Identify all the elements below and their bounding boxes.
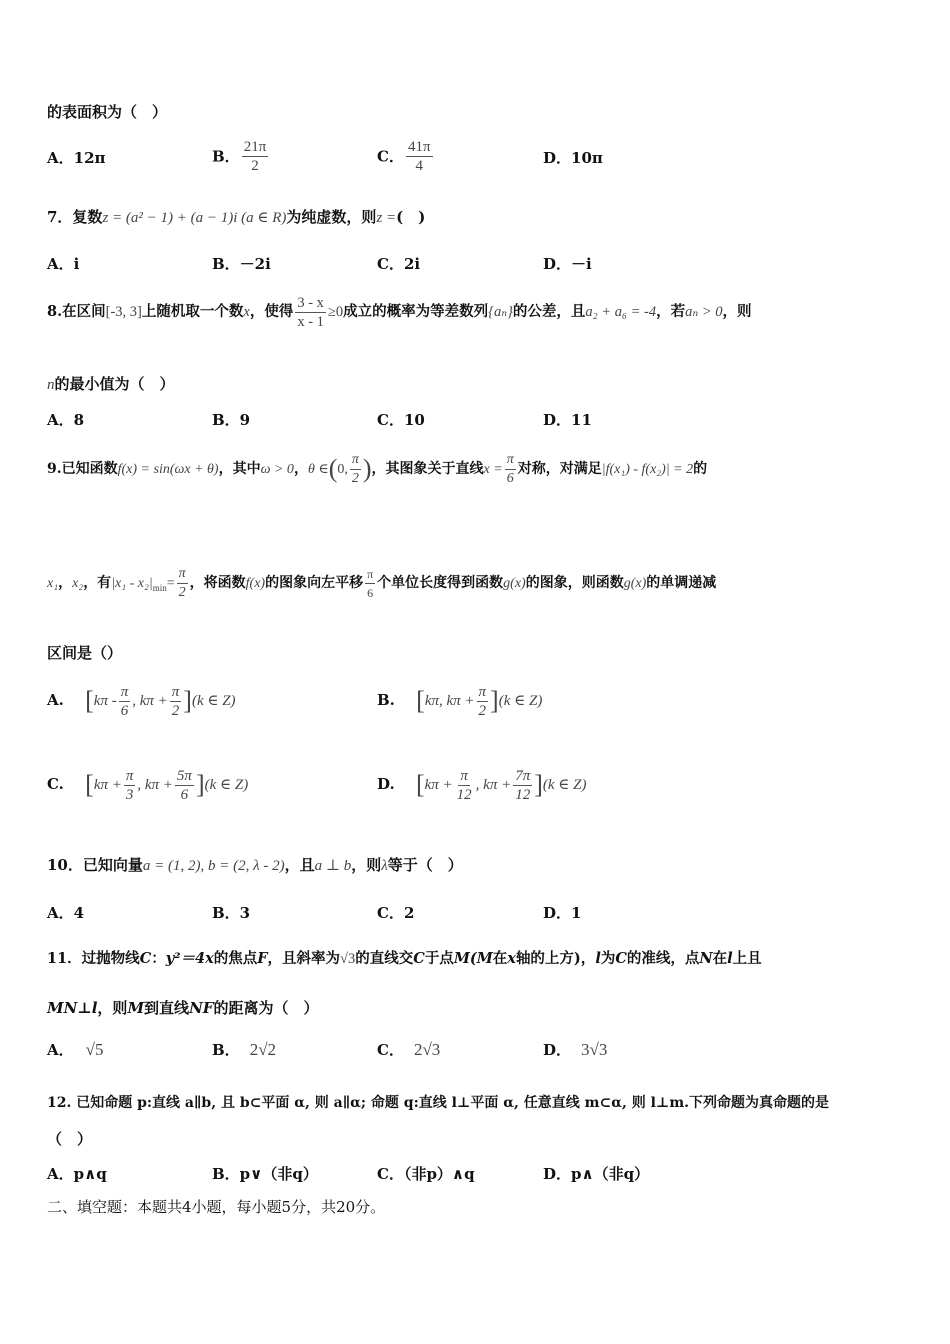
q10-stem	[47, 855, 463, 876]
section-heading: 二、填空题：本题共4小题，每小题5分，共20分。	[47, 1198, 386, 1216]
q9-prefix: 9.已知函数	[47, 461, 118, 477]
q8-cond2: aₙ > 0	[685, 304, 723, 320]
q9-shift-six: 6	[367, 585, 374, 600]
q10-vec: a = (1, 2), b = (2, λ - 2)	[142, 858, 285, 874]
q9-a-pi2: π	[171, 683, 180, 700]
q8-interval: [-3, 3]	[105, 304, 142, 320]
q11-l2e: NF	[189, 999, 214, 1017]
q8-t5: ，若	[656, 303, 686, 320]
q9-l2t5: 的图象，则函数	[525, 575, 624, 591]
q11-l1v: 上且	[732, 950, 762, 967]
q8-x: x	[243, 304, 250, 320]
q8-option-b: B．9	[212, 411, 251, 429]
q10-perp: a ⊥ b	[314, 858, 352, 874]
q11-l1t: 在	[712, 950, 728, 967]
q11-l1b: C	[139, 950, 152, 967]
q9-l2min: min	[152, 582, 167, 593]
q11-b-val: 2√2	[249, 1040, 277, 1059]
q8-t3: 成立的概率为等差数列	[343, 303, 489, 320]
q9-a-six: 6	[120, 702, 129, 719]
q11-l1e: 的焦点	[213, 950, 258, 967]
q11-line2	[47, 998, 318, 1018]
q6-stem: 的表面积为（ ）	[47, 103, 168, 121]
q9-theta: θ ∈	[307, 462, 329, 477]
q11-l1s: N	[699, 950, 713, 967]
q9-shift-pi: π	[365, 565, 375, 584]
q8-option-a: A．8	[47, 411, 85, 429]
q9-b-e1: kπ, kπ +	[424, 693, 475, 709]
q9-c-5pi: 5π	[176, 767, 192, 784]
q9-l2g: g(x)	[503, 576, 526, 591]
q6-option-b-label: B．	[212, 147, 240, 166]
q9-theta-pi: π	[350, 451, 361, 470]
q8-stem	[47, 292, 752, 332]
q11-l1c: ：	[151, 950, 166, 967]
q6-option-c-num: 41π	[407, 139, 431, 155]
q9-d-7pi: 7π	[515, 767, 531, 784]
q6-option-c-den: 4	[415, 158, 423, 174]
q11-l1d: y²＝4x	[165, 950, 214, 967]
q11-sqrt3: √3	[340, 951, 356, 967]
q9-b-two: 2	[478, 702, 487, 719]
q11-l1g: ，且斜率为	[267, 950, 341, 967]
q8-prefix: 8.在区间	[47, 303, 106, 320]
q9-l2t4: 个单位长度得到函数	[377, 575, 504, 591]
q12-option-d: D．p∧（非q）	[543, 1165, 650, 1183]
q9-l2-pi: π	[177, 565, 188, 584]
q11-l1m: x	[507, 950, 516, 967]
q10-option-b: B．3	[212, 904, 251, 922]
q11-line1	[47, 949, 762, 969]
q9-l2t6: 的单调递减	[646, 575, 717, 591]
q9-l2t3: 的图象向左平移	[265, 575, 364, 591]
q9-line-pi: π	[505, 451, 516, 470]
q6-option-c-label: C．	[377, 147, 404, 166]
q12-option-b: B．p∨（非q）	[212, 1165, 318, 1183]
q9-c-six: 6	[180, 786, 189, 803]
q11-a-val: √5	[85, 1040, 104, 1059]
q9-a-pi1: π	[120, 683, 129, 700]
q7-option-a: A．i	[47, 255, 80, 273]
q8-an: {aₙ}	[488, 304, 513, 320]
q7-option-d: D．－i	[543, 255, 592, 273]
q10-lambda: λ	[381, 858, 388, 874]
q8-frac-den: x - 1	[297, 313, 324, 330]
q8-t1: 上随机取一个数	[141, 303, 244, 320]
q11-l1h: 的直线交	[355, 950, 414, 967]
q9-l2eq: =	[166, 576, 175, 591]
q9-f: f(x) = sin(ωx + θ)	[117, 462, 219, 477]
q9-a-two: 2	[171, 702, 180, 719]
q7-option-c: C．2i	[377, 255, 421, 273]
q11-option-a	[47, 1040, 103, 1060]
q11-l2a: MN⊥l	[47, 999, 98, 1017]
q9-a-e2: , kπ +	[132, 693, 168, 709]
q9-a-e1: kπ -	[93, 693, 117, 709]
q10-t3: 等于（ ）	[387, 856, 463, 874]
q9-option-c: C. [kπ + $\frac{\pi}{3}$ , kπ + $\frac{5\pi}{6}$ ](k ∈ Z)	[47, 767, 249, 803]
q11-d-val: 3√3	[581, 1040, 608, 1059]
q7-suffix: ( )	[396, 208, 426, 226]
q8-line2	[47, 374, 175, 395]
q11-l1r: 的准线，点	[626, 950, 700, 967]
q10-option-d: D．1	[543, 904, 582, 922]
q11-l2b: ，则	[97, 999, 128, 1017]
q11-option-b	[212, 1040, 276, 1060]
q9-comma: ，	[293, 461, 308, 477]
q9-abs: |f(x₁) - f(x₂)| = 2	[601, 462, 694, 477]
q7-stem	[47, 207, 425, 228]
q9-l2t2: ，将函数	[189, 575, 246, 591]
q9-zero: 0,	[337, 462, 348, 477]
q11-l2d: 到直线	[144, 999, 190, 1017]
q9-d-twelve1: 12	[456, 786, 472, 803]
q9-c-e2: , kπ +	[137, 777, 173, 793]
q9-a-kz: (k ∈ Z)	[191, 693, 236, 709]
q8-ge: ≥0	[327, 304, 344, 320]
q8-t2: ，使得	[249, 303, 294, 320]
q9-w: ω > 0	[260, 462, 294, 477]
q9-c-kz: (k ∈ Z)	[204, 777, 249, 793]
q11-option-c	[377, 1040, 440, 1060]
q8-option-d: D．11	[543, 411, 592, 429]
q9-a-label: A.	[47, 691, 64, 709]
q11-l1k: M(M	[453, 950, 493, 967]
q10-t2: ，则	[351, 856, 382, 874]
q7-prefix: 7．复数	[47, 208, 103, 226]
q11-l1j: 于点	[424, 950, 454, 967]
q9-d-pi: π	[460, 767, 468, 784]
q9-c-e1: kπ +	[93, 777, 122, 793]
q11-a-label: A．	[47, 1041, 74, 1059]
q9-c-three: 3	[125, 786, 134, 803]
q9-line2	[47, 561, 716, 610]
q8-cond: a₂ + a₆ = -4	[585, 304, 657, 320]
q6-option-a: A．12π	[47, 149, 106, 167]
q9-b-label: B.	[377, 691, 395, 709]
q9-t2: ，其图象关于直线	[371, 461, 484, 477]
q6-option-c	[377, 138, 435, 175]
q9-l2t1: ，有	[83, 575, 112, 591]
q9-d-e1: kπ +	[424, 777, 453, 793]
q9-l2f: f(x)	[245, 576, 266, 591]
q8-option-c: C．10	[377, 411, 425, 429]
q9-t1: ，其中	[218, 461, 261, 477]
q11-l1a: 11．过抛物线	[47, 950, 140, 967]
q12-option-c: C．（非p）∧q	[377, 1165, 475, 1183]
q12-line1: 12. 已知命题 p:直线 a∥b, 且 b⊂平面 α, 则 a∥α; 命题 q:直线 l⊥平面 α, 任意直线 m⊂α, 则 l⊥m.下列命题为真命题的是	[47, 1095, 830, 1111]
q9-d-label: D.	[377, 775, 395, 793]
q9-c-pi: π	[125, 767, 134, 784]
q9-t4: 的	[693, 461, 708, 477]
q9-d-kz: (k ∈ Z)	[542, 777, 587, 793]
q9-x1: x₁	[47, 576, 59, 591]
q9-option-d: D. [kπ + $\frac{\pi}{12}$ , kπ + $\frac{7\pi}{12}$ ](k ∈ Z)	[377, 767, 587, 803]
q11-l1p: 为	[600, 950, 616, 967]
q10-prefix: 10．已知向量	[47, 856, 143, 874]
q10-option-a: A．4	[47, 904, 85, 922]
q9-sep: ，	[58, 575, 73, 591]
q7-option-b: B．－2i	[212, 255, 271, 273]
q9-option-b: B. [kπ, kπ + $\frac{\pi}{2}$ ](k ∈ Z)	[377, 683, 543, 719]
q8-line2-text: 的最小值为（ ）	[54, 375, 175, 393]
q8-n: n	[47, 377, 55, 393]
q9-l2-two: 2	[178, 584, 186, 600]
q11-c-val: 2√3	[413, 1040, 441, 1059]
q9-b-kz: (k ∈ Z)	[498, 693, 543, 709]
q11-l1i: C	[413, 950, 425, 967]
q11-l1l: 在	[492, 950, 508, 967]
q8-frac-num: 3 - x	[297, 294, 324, 311]
q9-l2abs: |x₁ - x₂|	[111, 576, 153, 591]
q9-stem: 9.已知函数f(x) = sin(ωx + θ)，其中ω > 0，θ ∈(0, $\frac{\pi}{2}$ )，其图象关于直线x = $\frac{\pi}{6}$ 对称，对满足|f(x₁) - f(x₂)| = 2的	[47, 451, 708, 486]
q9-c-label: C.	[47, 775, 64, 793]
q9-b-pi: π	[478, 683, 487, 700]
q11-l1o: l	[595, 950, 601, 967]
q10-t1: ，且	[284, 856, 315, 874]
q6-option-b-num: 21π	[243, 139, 267, 155]
q9-x2: x₂	[72, 576, 84, 591]
q11-d-label: D．	[543, 1041, 572, 1059]
q9-line-six: 6	[506, 470, 514, 486]
q7-expr2: z =	[376, 210, 397, 226]
q9-t3: 对称，对满足	[517, 461, 602, 477]
q11-l1q: C	[615, 950, 627, 967]
q12-option-a: A．p∧q	[47, 1165, 107, 1183]
q10-option-c: C．2	[377, 904, 415, 922]
q11-l1f: F	[257, 950, 268, 967]
q9-option-a: A. [kπ - $\frac{\pi}{6}$ , kπ + $\frac{\pi}{2}$ ](k ∈ Z)	[47, 683, 236, 719]
q11-option-d	[543, 1040, 607, 1060]
q11-l2f: 的距离为（ ）	[213, 999, 319, 1017]
q9-theta-two: 2	[351, 470, 359, 486]
q6-option-b	[212, 138, 270, 175]
q11-l1n: 轴的上方)，	[515, 950, 596, 967]
q7-mid: 为纯虚数，则	[286, 208, 377, 226]
q9-d-twelve2: 12	[515, 786, 531, 803]
q11-c-label: C．	[377, 1041, 404, 1059]
q11-l2c: M	[127, 999, 145, 1017]
q9-xeq: x =	[483, 462, 503, 477]
q6-option-d: D．10π	[543, 149, 603, 167]
q7-expr: z = (a² − 1) + (a − 1)i (a ∈ R)	[102, 210, 287, 226]
q9-line3: 区间是（）	[47, 644, 123, 662]
q9-d-e2: , kπ +	[475, 777, 512, 793]
q6-option-b-den: 2	[251, 158, 259, 174]
q8-t6: ，则	[722, 303, 752, 320]
q11-b-label: B．	[212, 1041, 240, 1059]
q9-l2g2: g(x)	[623, 576, 647, 591]
q8-t4: 的公差，且	[512, 303, 586, 320]
q11-l1u: l	[727, 950, 733, 967]
q12-line2: （ ）	[47, 1130, 93, 1148]
